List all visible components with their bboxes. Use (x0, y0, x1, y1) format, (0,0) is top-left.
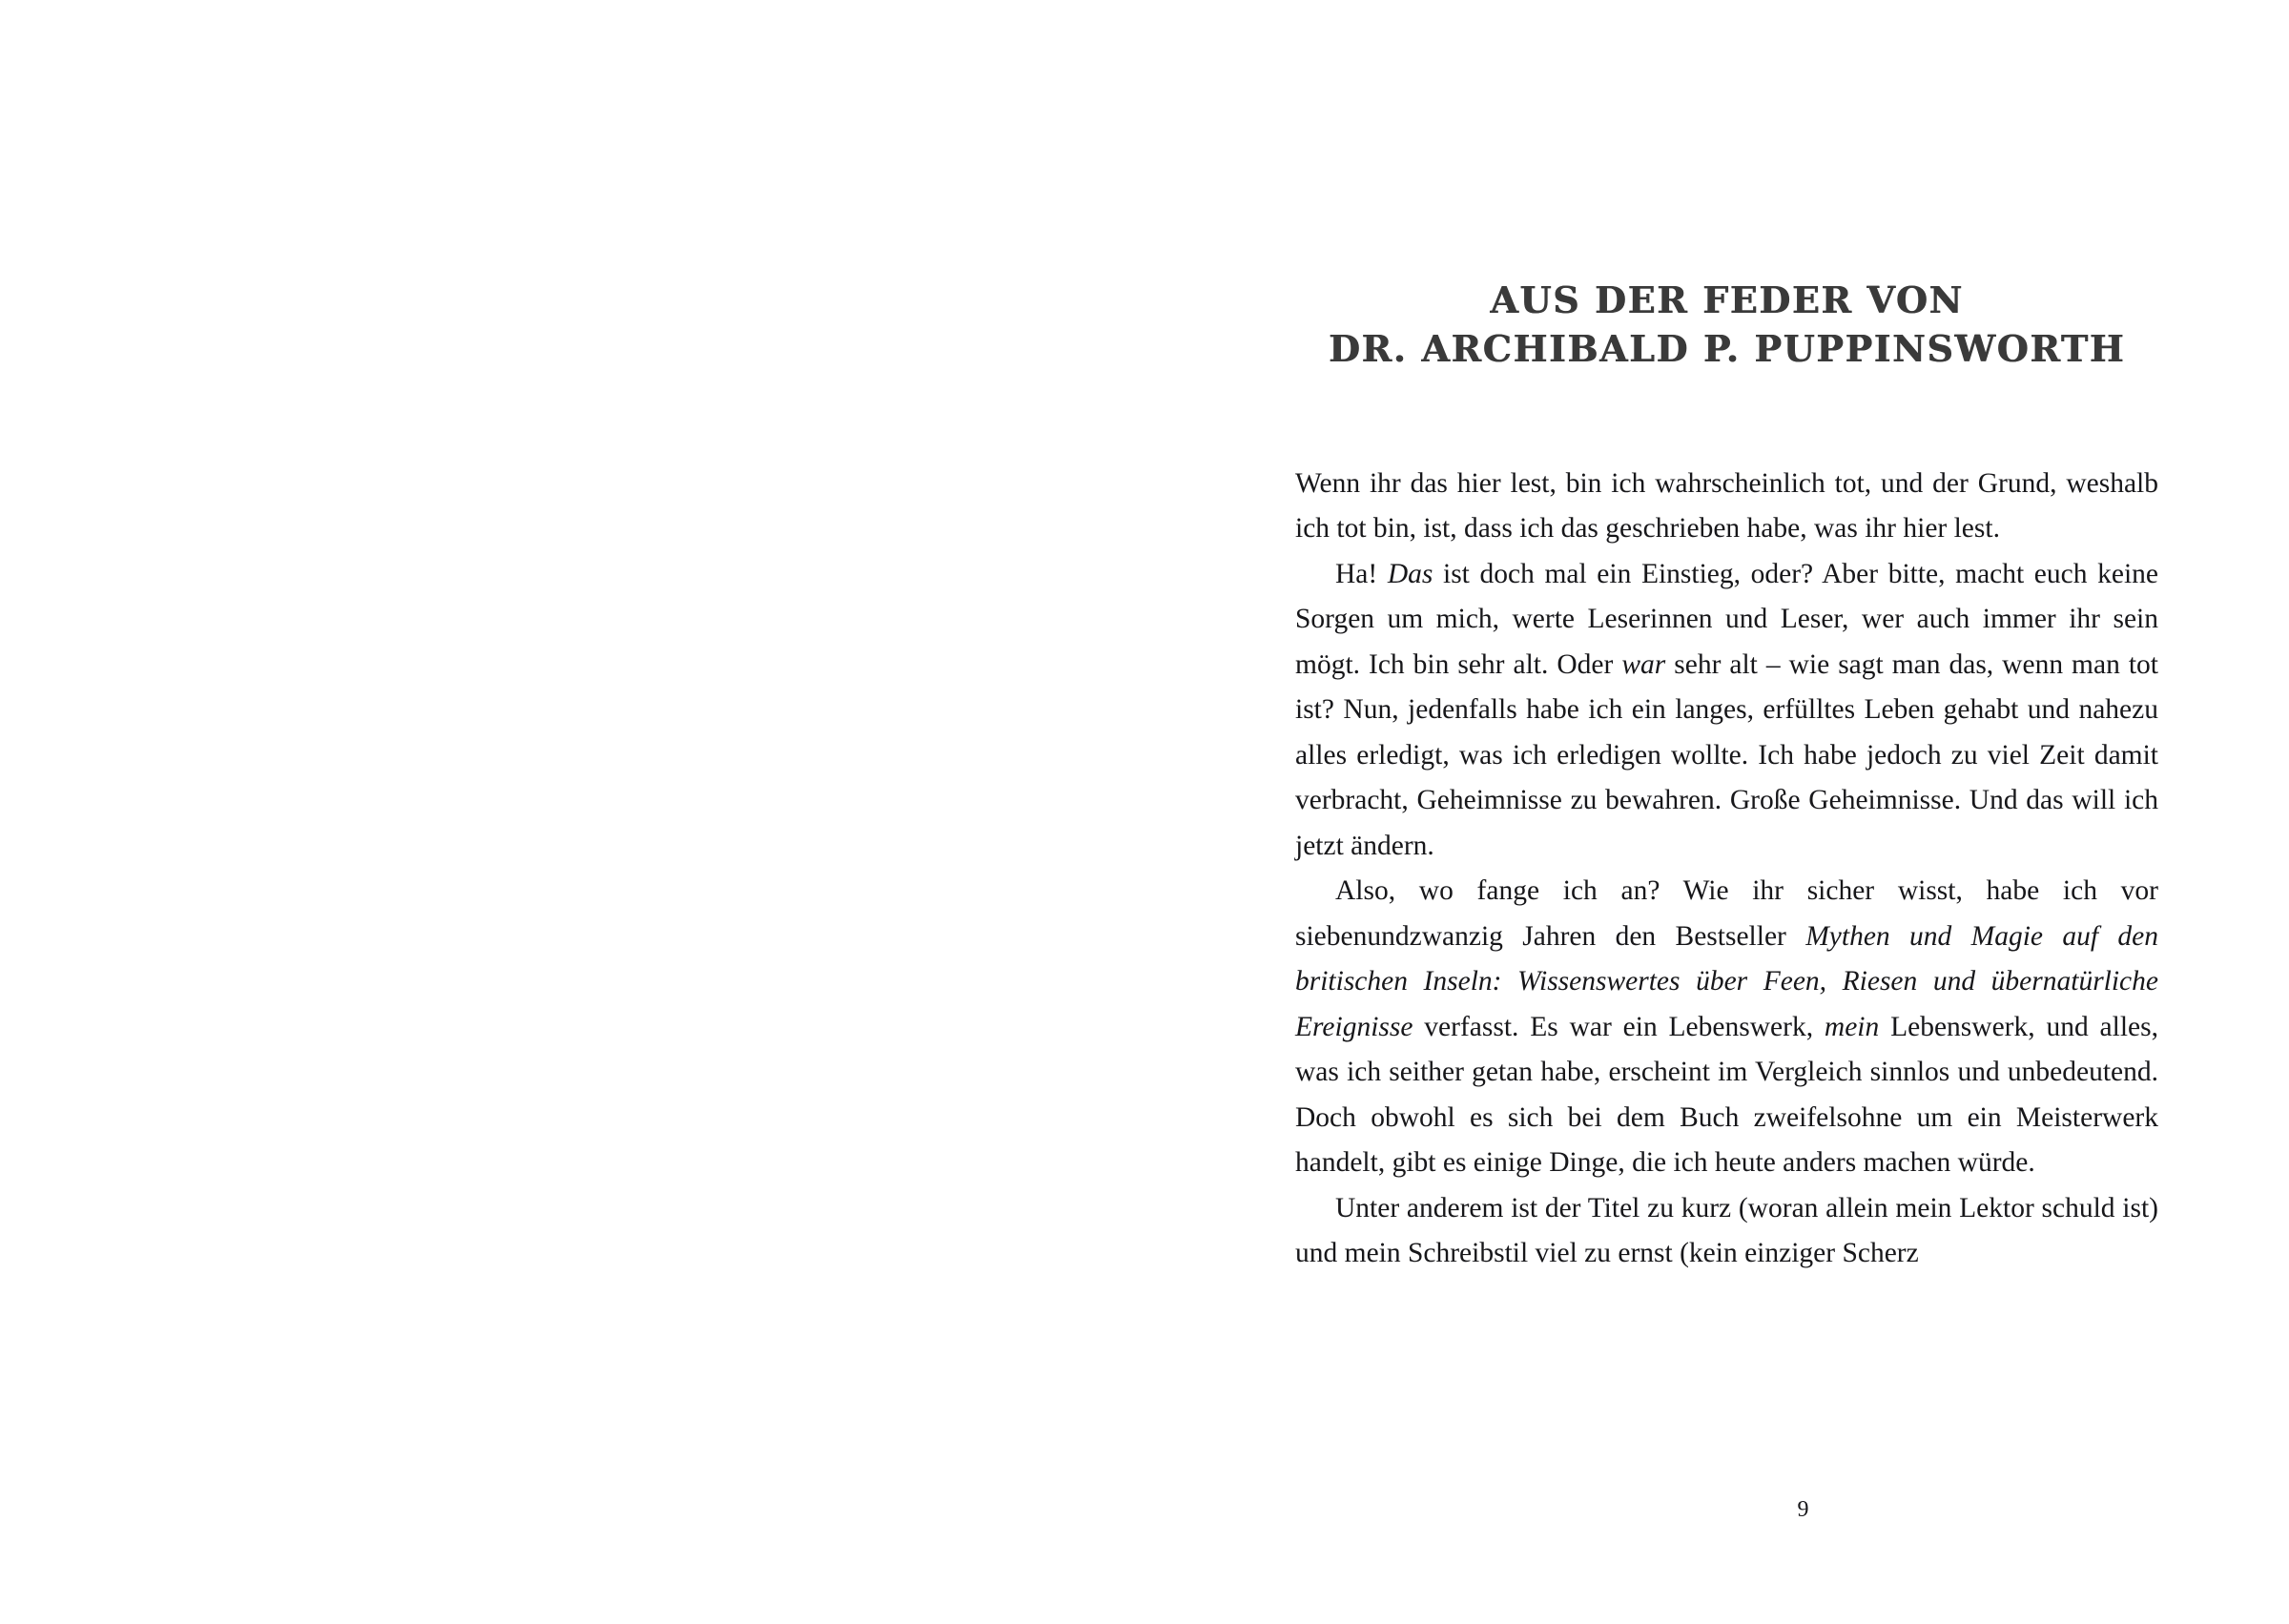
paragraph (1295, 869, 2158, 1186)
text-run: sehr alt – wie sagt man das, wenn man tot ist? Nun, jedenfalls habe ich ein langes, erfülltes Leben gehabt und nahezu alles erledigt, was ich erledigen wollte. Ich habe jedoch zu viel Zeit damit verbracht, Geheimnisse zu bewahren. Große Geheimnisse. Und das will ich jetzt ändern. (1295, 648, 2158, 861)
emphasis-text: Das (1387, 558, 1433, 589)
page-number: 9 (1797, 1497, 1809, 1522)
text-run: Wenn ihr das hier lest, bin ich wahrscheinlich tot, und der Grund, weshalb ich tot bin, ist, dass ich das geschrieben habe, was ihr hier lest. (1295, 467, 2158, 545)
page-text-block (1295, 277, 2158, 1277)
paragraph (1295, 552, 2158, 870)
paragraph (1295, 1186, 2158, 1277)
emphasis-text: war (1621, 648, 1666, 680)
text-run: verfasst. Es war ein Lebenswerk, (1413, 1011, 1825, 1042)
page-folio (1147, 1497, 2289, 1523)
emphasis-text: Mythen und Magie auf den britischen Inseln: Wissenswertes über Feen, Riesen und übernatürliche Ereignisse (1295, 920, 2158, 1042)
chapter-title-line-1: AUS DER FEDER VON (1490, 278, 1964, 321)
text-run: Unter anderem ist der Titel zu kurz (woran allein mein Lektor schuld ist) und mein Schreibstil viel zu ernst (kein einziger Scherz (1295, 1192, 2158, 1269)
emphasis-text: mein (1824, 1011, 1880, 1042)
text-run: Ha! (1335, 558, 1388, 589)
paragraph (1295, 462, 2158, 552)
body-paragraphs (1295, 462, 2158, 1277)
text-run: Also, wo fange ich an? Wie ihr sicher wisst, habe ich vor siebenundzwanzig Jahren den Bestseller (1295, 875, 2158, 952)
text-run: Lebenswerk, und alles, was ich seither getan habe, erscheint im Vergleich sinnlos und unbedeutend. Doch obwohl es sich bei dem Buch zweifelsohne um ein Meisterwerk handelt, gibt es einige Dinge, die ich heute anders machen würde. (1295, 1011, 2158, 1179)
chapter-title (1295, 277, 2158, 374)
right-page (1147, 0, 2289, 1624)
chapter-title-line-2: DR. ARCHIBALD P. PUPPINSWORTH (1328, 326, 2126, 370)
text-run: ist doch mal ein Einstieg, oder? Aber bitte, macht euch keine Sorgen um mich, werte Leserinnen und Leser, wer auch immer ihr sein mögt. Ich bin sehr alt. Oder (1295, 558, 2158, 680)
